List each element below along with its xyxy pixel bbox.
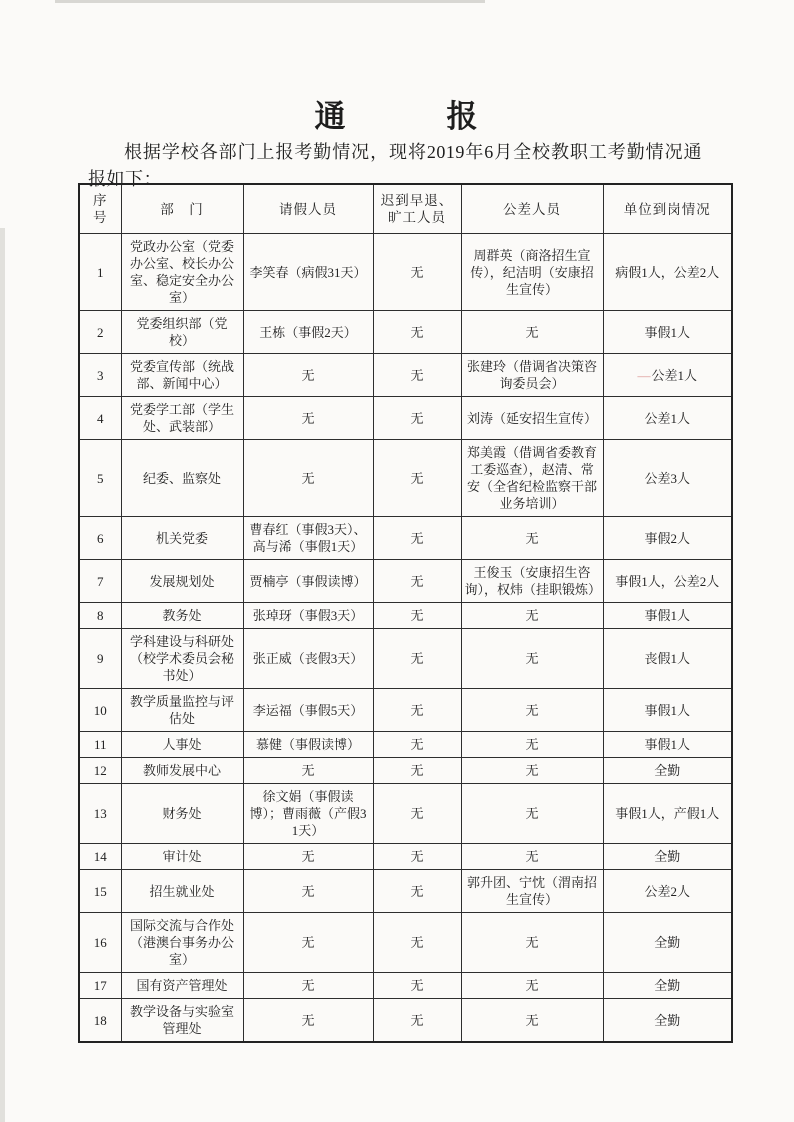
business-trip-cell: 无 bbox=[461, 913, 603, 973]
table-row bbox=[79, 397, 732, 440]
late-absent-cell: 无 bbox=[373, 844, 461, 870]
business-trip-cell: 无 bbox=[461, 603, 603, 629]
table-row bbox=[79, 354, 732, 397]
late-absent-cell: 无 bbox=[373, 354, 461, 397]
leave-personnel-cell: 徐文娟（事假读博）；曹雨薇（产假31天） bbox=[243, 784, 373, 844]
row-number-cell: 16 bbox=[79, 913, 121, 973]
header-serial-number: 序号 bbox=[79, 184, 121, 234]
late-absent-cell: 无 bbox=[373, 913, 461, 973]
row-number-cell: 13 bbox=[79, 784, 121, 844]
late-absent-cell: 无 bbox=[373, 784, 461, 844]
header-late-absent-personnel: 迟到早退、旷工人员 bbox=[373, 184, 461, 234]
scan-artifact-top-edge bbox=[55, 0, 485, 3]
business-trip-cell: 王俊玉（安康招生咨询），权炜（挂职锻炼） bbox=[461, 560, 603, 603]
table-row bbox=[79, 913, 732, 973]
attendance-status-cell: 全勤 bbox=[603, 973, 732, 999]
business-trip-cell: 无 bbox=[461, 311, 603, 354]
scan-artifact-left-edge bbox=[0, 228, 5, 1122]
attendance-status-cell: 公差1人 bbox=[603, 397, 732, 440]
attendance-status-cell: 公差3人 bbox=[603, 440, 732, 517]
leave-personnel-cell: 张琸玡（事假3天） bbox=[243, 603, 373, 629]
leave-personnel-cell: 无 bbox=[243, 999, 373, 1043]
attendance-status-cell: 事假1人 bbox=[603, 732, 732, 758]
attendance-status-cell: 丧假1人 bbox=[603, 629, 732, 689]
late-absent-cell: 无 bbox=[373, 397, 461, 440]
row-number-cell: 18 bbox=[79, 999, 121, 1043]
row-number-cell: 10 bbox=[79, 689, 121, 732]
leave-personnel-cell: 贾楠亭（事假读博） bbox=[243, 560, 373, 603]
attendance-status-cell: 全勤 bbox=[603, 913, 732, 973]
late-absent-cell: 无 bbox=[373, 870, 461, 913]
department-cell: 教师发展中心 bbox=[121, 758, 243, 784]
header-leave-personnel: 请假人员 bbox=[243, 184, 373, 234]
late-absent-cell: 无 bbox=[373, 973, 461, 999]
business-trip-cell: 无 bbox=[461, 973, 603, 999]
row-number-cell: 8 bbox=[79, 603, 121, 629]
attendance-status-cell: 事假1人 bbox=[603, 311, 732, 354]
business-trip-cell: 无 bbox=[461, 999, 603, 1043]
row-number-cell: 9 bbox=[79, 629, 121, 689]
attendance-status-cell: 全勤 bbox=[603, 999, 732, 1043]
department-cell: 学科建设与科研处（校学术委员会秘书处） bbox=[121, 629, 243, 689]
row-number-cell: 5 bbox=[79, 440, 121, 517]
attendance-status-cell: 全勤 bbox=[603, 758, 732, 784]
late-absent-cell: 无 bbox=[373, 234, 461, 311]
table-row bbox=[79, 870, 732, 913]
late-absent-cell: 无 bbox=[373, 758, 461, 784]
late-absent-cell: 无 bbox=[373, 603, 461, 629]
business-trip-cell: 无 bbox=[461, 517, 603, 560]
business-trip-cell: 刘涛（延安招生宣传） bbox=[461, 397, 603, 440]
business-trip-cell: 郑美霞（借调省委教育工委巡查），赵清、常安（全省纪检监察干部业务培训） bbox=[461, 440, 603, 517]
leave-personnel-cell: 无 bbox=[243, 844, 373, 870]
attendance-status-cell: 公差2人 bbox=[603, 870, 732, 913]
attendance-status-cell: 事假1人，公差2人 bbox=[603, 560, 732, 603]
table-row bbox=[79, 440, 732, 517]
department-cell: 党委学工部（学生处、武装部） bbox=[121, 397, 243, 440]
header-unit-attendance-status: 单位到岗情况 bbox=[603, 184, 732, 234]
header-business-trip-personnel: 公差人员 bbox=[461, 184, 603, 234]
table-row bbox=[79, 603, 732, 629]
late-absent-cell: 无 bbox=[373, 517, 461, 560]
department-cell: 审计处 bbox=[121, 844, 243, 870]
business-trip-cell: 无 bbox=[461, 758, 603, 784]
header-row bbox=[79, 184, 732, 234]
row-number-cell: 3 bbox=[79, 354, 121, 397]
business-trip-cell: 周群英（商洛招生宣传），纪洁明（安康招生宣传） bbox=[461, 234, 603, 311]
attendance-status-cell: 事假1人 bbox=[603, 689, 732, 732]
attendance-status-cell: 事假2人 bbox=[603, 517, 732, 560]
department-cell: 教务处 bbox=[121, 603, 243, 629]
leave-personnel-cell: 王栋（事假2天） bbox=[243, 311, 373, 354]
red-pen-mark: — bbox=[637, 367, 651, 383]
leave-personnel-cell: 无 bbox=[243, 758, 373, 784]
department-cell: 教学设备与实验室管理处 bbox=[121, 999, 243, 1043]
page-title: 通 报 bbox=[314, 98, 480, 134]
department-cell: 招生就业处 bbox=[121, 870, 243, 913]
business-trip-cell: 无 bbox=[461, 629, 603, 689]
late-absent-cell: 无 bbox=[373, 440, 461, 517]
row-number-cell: 11 bbox=[79, 732, 121, 758]
leave-personnel-cell: 张正威（丧假3天） bbox=[243, 629, 373, 689]
business-trip-cell: 无 bbox=[461, 732, 603, 758]
late-absent-cell: 无 bbox=[373, 732, 461, 758]
department-cell: 机关党委 bbox=[121, 517, 243, 560]
attendance-table-body bbox=[79, 234, 732, 1043]
attendance-status-cell: 全勤 bbox=[603, 844, 732, 870]
attendance-status-cell: 事假1人 bbox=[603, 603, 732, 629]
row-number-cell: 1 bbox=[79, 234, 121, 311]
row-number-cell: 4 bbox=[79, 397, 121, 440]
attendance-status-cell: 病假1人，公差2人 bbox=[603, 234, 732, 311]
department-cell: 党政办公室（党委办公室、校长办公室、稳定安全办公室） bbox=[121, 234, 243, 311]
department-cell: 发展规划处 bbox=[121, 560, 243, 603]
header-department: 部 门 bbox=[121, 184, 243, 234]
table-row bbox=[79, 689, 732, 732]
leave-personnel-cell: 无 bbox=[243, 870, 373, 913]
late-absent-cell: 无 bbox=[373, 629, 461, 689]
intro-paragraph: 根据学校各部门上报考勤情况，现将2019年6月全校教职工考勤情况通报如下： bbox=[88, 142, 702, 189]
leave-personnel-cell: 李笑春（病假31天） bbox=[243, 234, 373, 311]
attendance-table bbox=[78, 183, 733, 1043]
department-cell: 党委宣传部（统战部、新闻中心） bbox=[121, 354, 243, 397]
table-row bbox=[79, 999, 732, 1043]
business-trip-cell: 张建玲（借调省决策咨询委员会） bbox=[461, 354, 603, 397]
department-cell: 财务处 bbox=[121, 784, 243, 844]
leave-personnel-cell: 无 bbox=[243, 397, 373, 440]
table-row bbox=[79, 234, 732, 311]
row-number-cell: 7 bbox=[79, 560, 121, 603]
leave-personnel-cell: 李运福（事假5天） bbox=[243, 689, 373, 732]
row-number-cell: 6 bbox=[79, 517, 121, 560]
late-absent-cell: 无 bbox=[373, 689, 461, 732]
department-cell: 纪委、监察处 bbox=[121, 440, 243, 517]
table-row bbox=[79, 311, 732, 354]
row-number-cell: 2 bbox=[79, 311, 121, 354]
late-absent-cell: 无 bbox=[373, 311, 461, 354]
attendance-table-header bbox=[79, 184, 732, 234]
row-number-cell: 17 bbox=[79, 973, 121, 999]
row-number-cell: 12 bbox=[79, 758, 121, 784]
table-row bbox=[79, 732, 732, 758]
business-trip-cell: 无 bbox=[461, 689, 603, 732]
business-trip-cell: 郭升团、宁忱（渭南招生宣传） bbox=[461, 870, 603, 913]
leave-personnel-cell: 曹春红（事假3天）、高与浠（事假1天） bbox=[243, 517, 373, 560]
row-number-cell: 14 bbox=[79, 844, 121, 870]
department-cell: 教学质量监控与评估处 bbox=[121, 689, 243, 732]
department-cell: 党委组织部（党校） bbox=[121, 311, 243, 354]
table-row bbox=[79, 758, 732, 784]
leave-personnel-cell: 慕健（事假读博） bbox=[243, 732, 373, 758]
late-absent-cell: 无 bbox=[373, 999, 461, 1043]
leave-personnel-cell: 无 bbox=[243, 913, 373, 973]
business-trip-cell: 无 bbox=[461, 844, 603, 870]
attendance-status-cell: —公差1人 bbox=[603, 354, 732, 397]
department-cell: 人事处 bbox=[121, 732, 243, 758]
table-row bbox=[79, 973, 732, 999]
table-row bbox=[79, 629, 732, 689]
late-absent-cell: 无 bbox=[373, 560, 461, 603]
leave-personnel-cell: 无 bbox=[243, 973, 373, 999]
business-trip-cell: 无 bbox=[461, 784, 603, 844]
table-row bbox=[79, 844, 732, 870]
department-cell: 国有资产管理处 bbox=[121, 973, 243, 999]
department-cell: 国际交流与合作处（港澳台事务办公室） bbox=[121, 913, 243, 973]
table-row bbox=[79, 560, 732, 603]
table-row bbox=[79, 784, 732, 844]
leave-personnel-cell: 无 bbox=[243, 354, 373, 397]
table-row bbox=[79, 517, 732, 560]
leave-personnel-cell: 无 bbox=[243, 440, 373, 517]
attendance-status-cell: 事假1人，产假1人 bbox=[603, 784, 732, 844]
row-number-cell: 15 bbox=[79, 870, 121, 913]
